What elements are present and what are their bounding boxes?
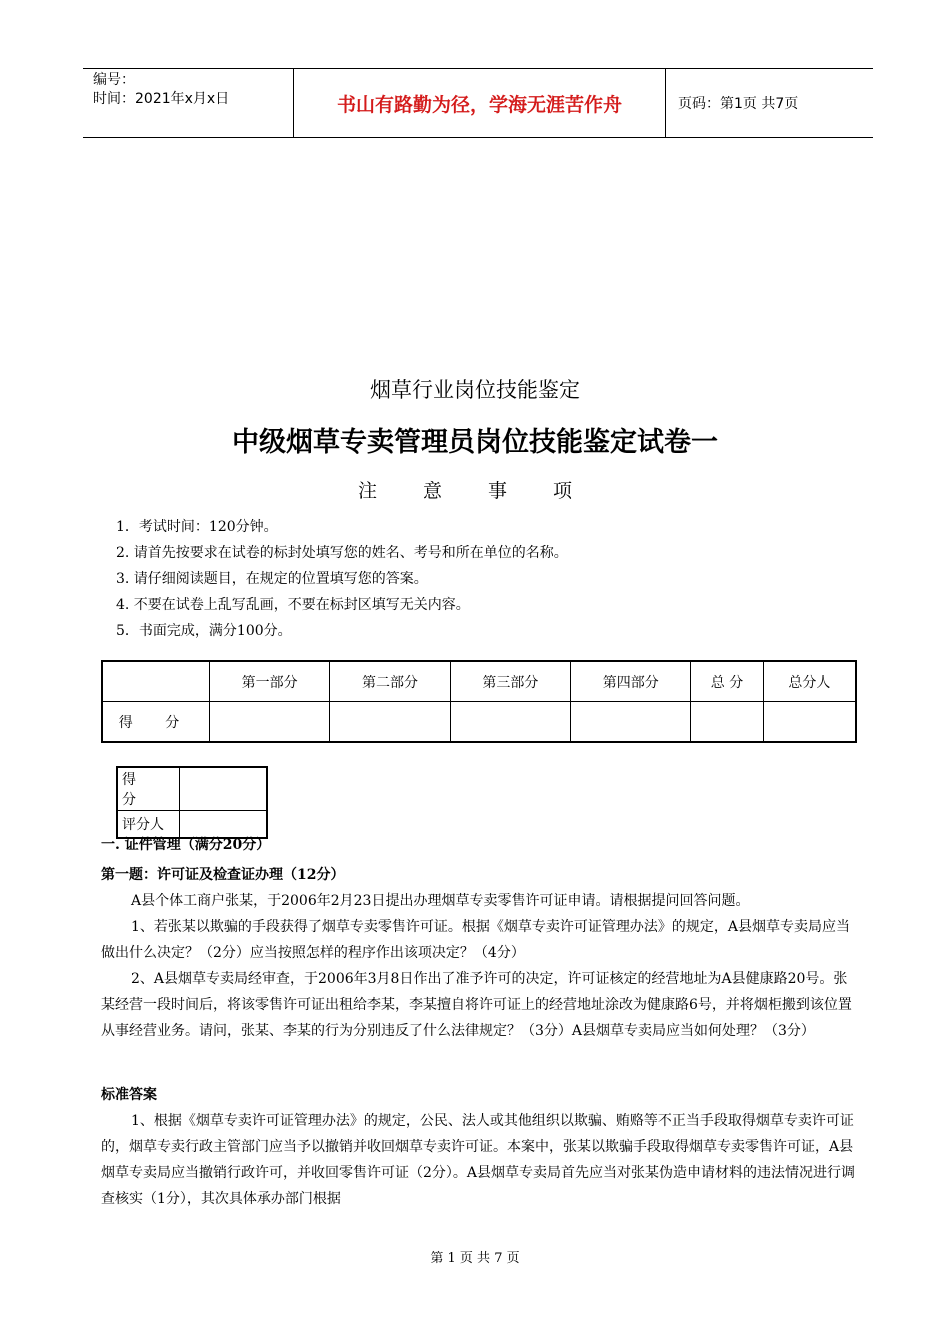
score-cell[interactable] — [571, 702, 691, 743]
notice-item: 5．书面完成，满分100分。 — [116, 623, 292, 639]
number-label: 编号： — [93, 72, 135, 88]
mini-grader-label: 评分人 — [117, 811, 180, 839]
score-cell[interactable] — [210, 702, 330, 743]
exam-title: 中级烟草专卖管理员岗位技能鉴定试卷一 — [232, 427, 718, 458]
exam-category: 烟草行业岗位技能鉴定 — [370, 378, 580, 402]
header-cell: 第二部分 — [330, 661, 450, 702]
answer-title: 标准答案 — [101, 1087, 157, 1103]
notice-item: 2. 请首先按要求在试卷的标封处填写您的姓名、考号和所在单位的名称。 — [116, 545, 568, 561]
question-title: 第一题：许可证及检查证办理（12分） — [101, 867, 345, 883]
notice-item: 4. 不要在试卷上乱写乱画，不要在标封区填写无关内容。 — [116, 597, 470, 613]
score-cell[interactable] — [763, 702, 856, 743]
section-title: 一. 证件管理（满分20分） — [101, 837, 271, 853]
header-page-info: 页码：第1页 共7页 — [678, 96, 799, 112]
score-table — [101, 660, 857, 743]
page-footer: 第 1 页 共 7 页 — [430, 1251, 520, 1266]
header-cell: 第一部分 — [210, 661, 330, 702]
header-motto: 书山有路勤为径，学海无涯苦作舟 — [293, 69, 666, 137]
header-meta — [83, 69, 293, 137]
header-cell: 第四部分 — [571, 661, 691, 702]
header-cell — [102, 661, 210, 702]
score-cell[interactable] — [330, 702, 450, 743]
page-header — [83, 68, 873, 138]
score-cell[interactable] — [450, 702, 570, 743]
score-table-row — [102, 702, 856, 743]
time-label: 时间：2021年x月x日 — [93, 91, 230, 107]
score-table-header — [102, 661, 856, 702]
question-1: 1、若张某以欺骗的手段获得了烟草专卖零售许可证。根据《烟草专卖许可证管理办法》的规定，A县烟草专卖局应当做出什么决定？（2分）应当按照怎样的程序作出该项决定？（4分） — [101, 919, 851, 961]
row-label: 得 分 — [102, 702, 210, 743]
question-2: 2、A县烟草专卖局经审查，于2006年3月8日作出了准予许可的决定，许可证核定的经营地址为A县健康路20号。张某经营一段时间后，将该零售许可证出租给李某，李某擅自将许可证上的经营地址涂改为健康路6号，并将烟柜搬到该位置从事经营业务。请问，张某、李某的行为分别违反了什么法律规定？（3分）A县烟草专卖局应当如何处理？（3分） — [101, 971, 852, 1039]
mini-score-label: 得 分 — [117, 767, 180, 811]
score-cell[interactable] — [691, 702, 763, 743]
header-cell: 总 分 — [691, 661, 763, 702]
notice-item: 1．考试时间：120分钟。 — [116, 519, 278, 535]
answer-1: 1、根据《烟草专卖许可证管理办法》的规定，公民、法人或其他组织以欺骗、贿赂等不正当手段取得烟草专卖许可证的，烟草专卖行政主管部门应当予以撤销并收回烟草专卖许可证。本案中，张某以欺骗手段取得烟草专卖零售许可证，A县烟草专卖局应当撤销行政许可，并收回零售许可证（2分）。A县烟草专卖局首先应当对张某伪造申请材料的违法情况进行调查核实（1分），其次具体承办部门根据 — [101, 1113, 856, 1207]
section-content — [101, 832, 857, 1212]
header-cell: 第三部分 — [450, 661, 570, 702]
notice-heading: 注 意 事 项 — [357, 480, 593, 502]
header-cell: 总分人 — [763, 661, 856, 702]
notice-item: 3. 请仔细阅读题目，在规定的位置填写您的答案。 — [116, 571, 428, 587]
question-intro: A县个体工商户张某，于2006年2月23日提出办理烟草专卖零售许可证申请。请根据提问回答问题。 — [131, 893, 750, 909]
section-score-box — [116, 766, 268, 839]
notice-list — [116, 514, 568, 644]
mini-score-cell[interactable] — [180, 767, 268, 811]
